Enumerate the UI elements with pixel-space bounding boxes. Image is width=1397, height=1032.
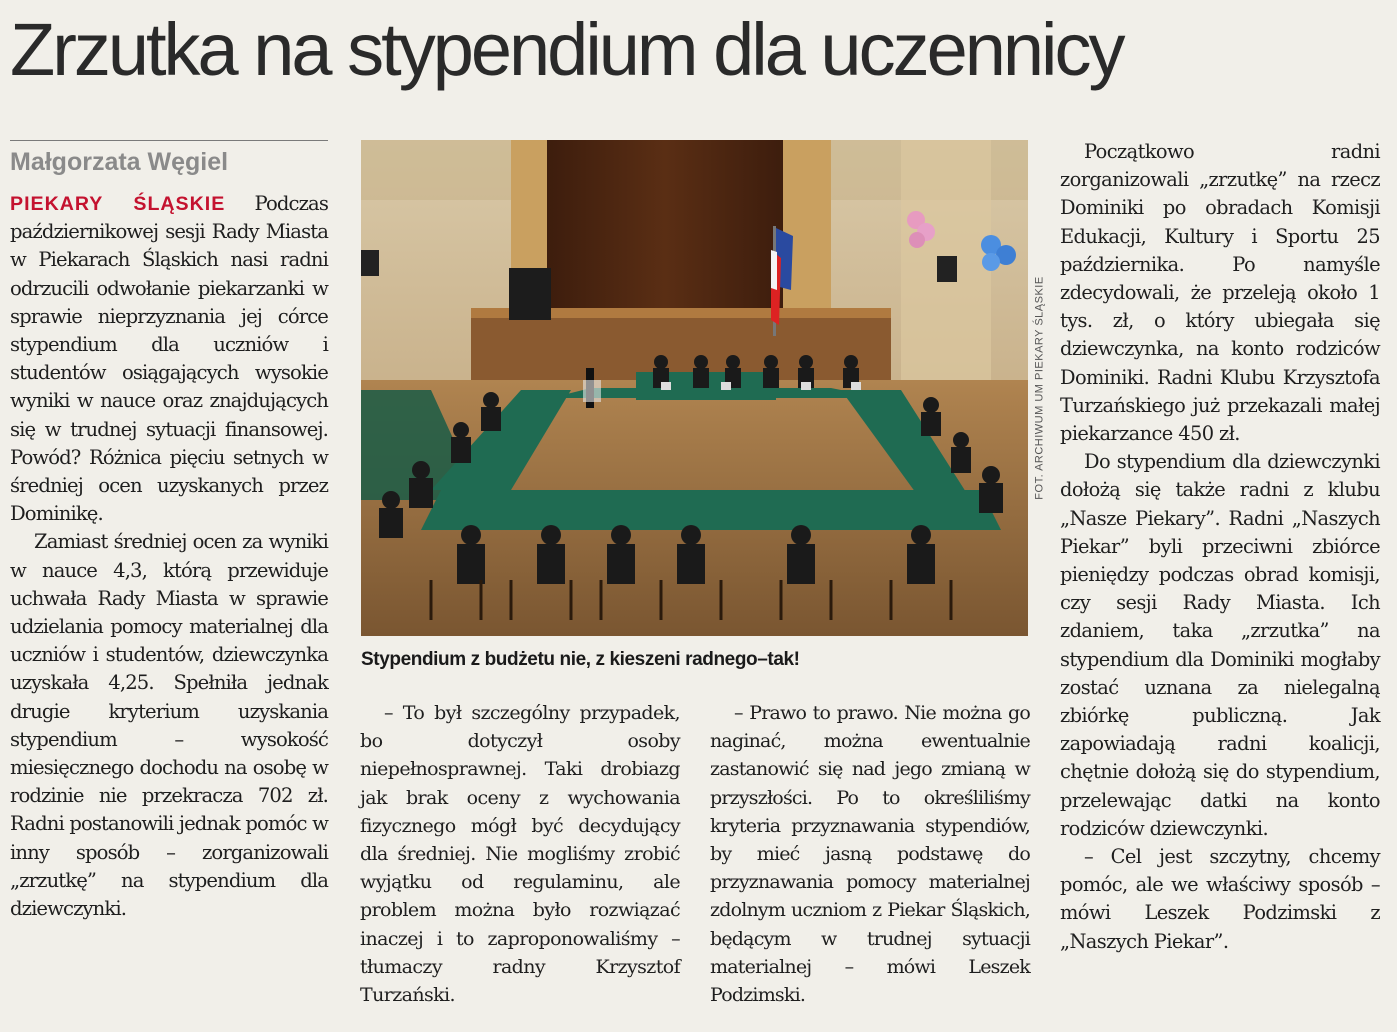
photo-credit: FOT. ARCHIWUM UM PIEKARY ŚLĄSKIE (1034, 276, 1047, 500)
lead-paragraph (10, 190, 328, 528)
article-column-4 (1060, 138, 1380, 956)
paragraph: Początkowo radni zorganizowali „zrzutkę” na rzecz Dominiki po obradach Komisji Edukacji, Kultury i Sportu 25 października. Po namyśle zdecydowali, że przeleją około 1 tys. zł, o który ubiegała się dziewczynka, na konto rodziców Dominiki. Radni Klubu Krzysztofa Turzańskiego już przekazali małej piekarzance 450 zł. (1060, 140, 1380, 446)
dateline: PIEKARY ŚLĄSKIE (10, 193, 226, 215)
headline: Zrzutka na stypendium dla uczennicy (10, 8, 1123, 91)
council-session-photo (361, 140, 1028, 636)
paragraph: – To był szczególny przypadek, bo dotyczył osoby niepełnosprawnej. Taki drobiazg jak brak oceny z wychowania fizycznego mógł być decydujący dla średniej. Nie mogliśmy zrobić wyjątku od regulaminu, ale problem można było rozwiązać inaczej i to zaproponowaliśmy – tłumaczy radny Krzysztof Turzański. (360, 702, 680, 1007)
paragraph: – Cel jest szczytny, chcemy pomóc, ale we właściwy sposób – mówi Leszek Podzimski z „Naszych Piekar”. (1060, 845, 1380, 953)
paragraph: Do stypendium dla dziewczynki dołożą się także radni z klubu „Nasze Piekary”. Radni „Naszych Piekar” byli przeciwni zbiórce pieniędzy podczas obrad komisji, czy sesji Rady Miasta. Ich zdaniem, taka „zrzutka” na stypendium dla Dominiki mogłaby zostać uznana za nielegalną zbiórkę publiczną. Jak zapowiadają radni koalicji, chętnie dołożą się do stypendium, przelewając datki na konto rodziców dziewczynki. (1060, 450, 1380, 840)
lead-text: Podczas październikowej sesji Rady Miasta w Piekarach Śląskich nasi radni odrzucili odwołanie piekarzanki w sprawie nieprzyznania jej córce stypendium dla uczniów i studentów osiągających wysokie wyniki w nauce oraz znajdujących się w trudnej sytuacji finansowej. Powód? Różnica pięciu setnych w średniej ocen uzyskanych przez Dominikę. (10, 192, 328, 526)
article-column-1 (10, 190, 328, 923)
article-column-3 (710, 699, 1030, 1009)
photo-caption: Stypendium z budżetu nie, z kieszeni radnego–tak! (361, 649, 800, 670)
author-byline: Małgorzata Węgiel (10, 148, 229, 176)
paragraph: – Prawo to prawo. Nie można go naginać, można ewentualnie zastanowić się nad jego zmianą w przyszłości. Po to określiliśmy kryteria przyznawania stypendiów, by mieć jasną podstawę do przyznawania pomocy materialnej zdolnym uczniom z Piekar Śląskich, będącym w trudnej sytuacji materialnej – mówi Leszek Podzimski. (710, 702, 1030, 1007)
byline-rule (10, 140, 328, 141)
paragraph: Zamiast średniej ocen za wyniki w nauce 4,3, którą przewiduje uchwała Rady Miasta w sprawie udzielania pomocy materialnej dla uczniów i studentów, dziewczynka uzyskała 4,25. Spełniła jednak drugie kryterium uzyskania stypendium – wysokość miesięcznego dochodu na osobę w rodzinie nie przekracza 702 zł. Radni postanowili jednak pomóc w inny sposób – zorganizowali „zrzutkę” na stypendium dla dziewczynki. (10, 530, 328, 921)
article-column-2 (360, 699, 680, 1009)
